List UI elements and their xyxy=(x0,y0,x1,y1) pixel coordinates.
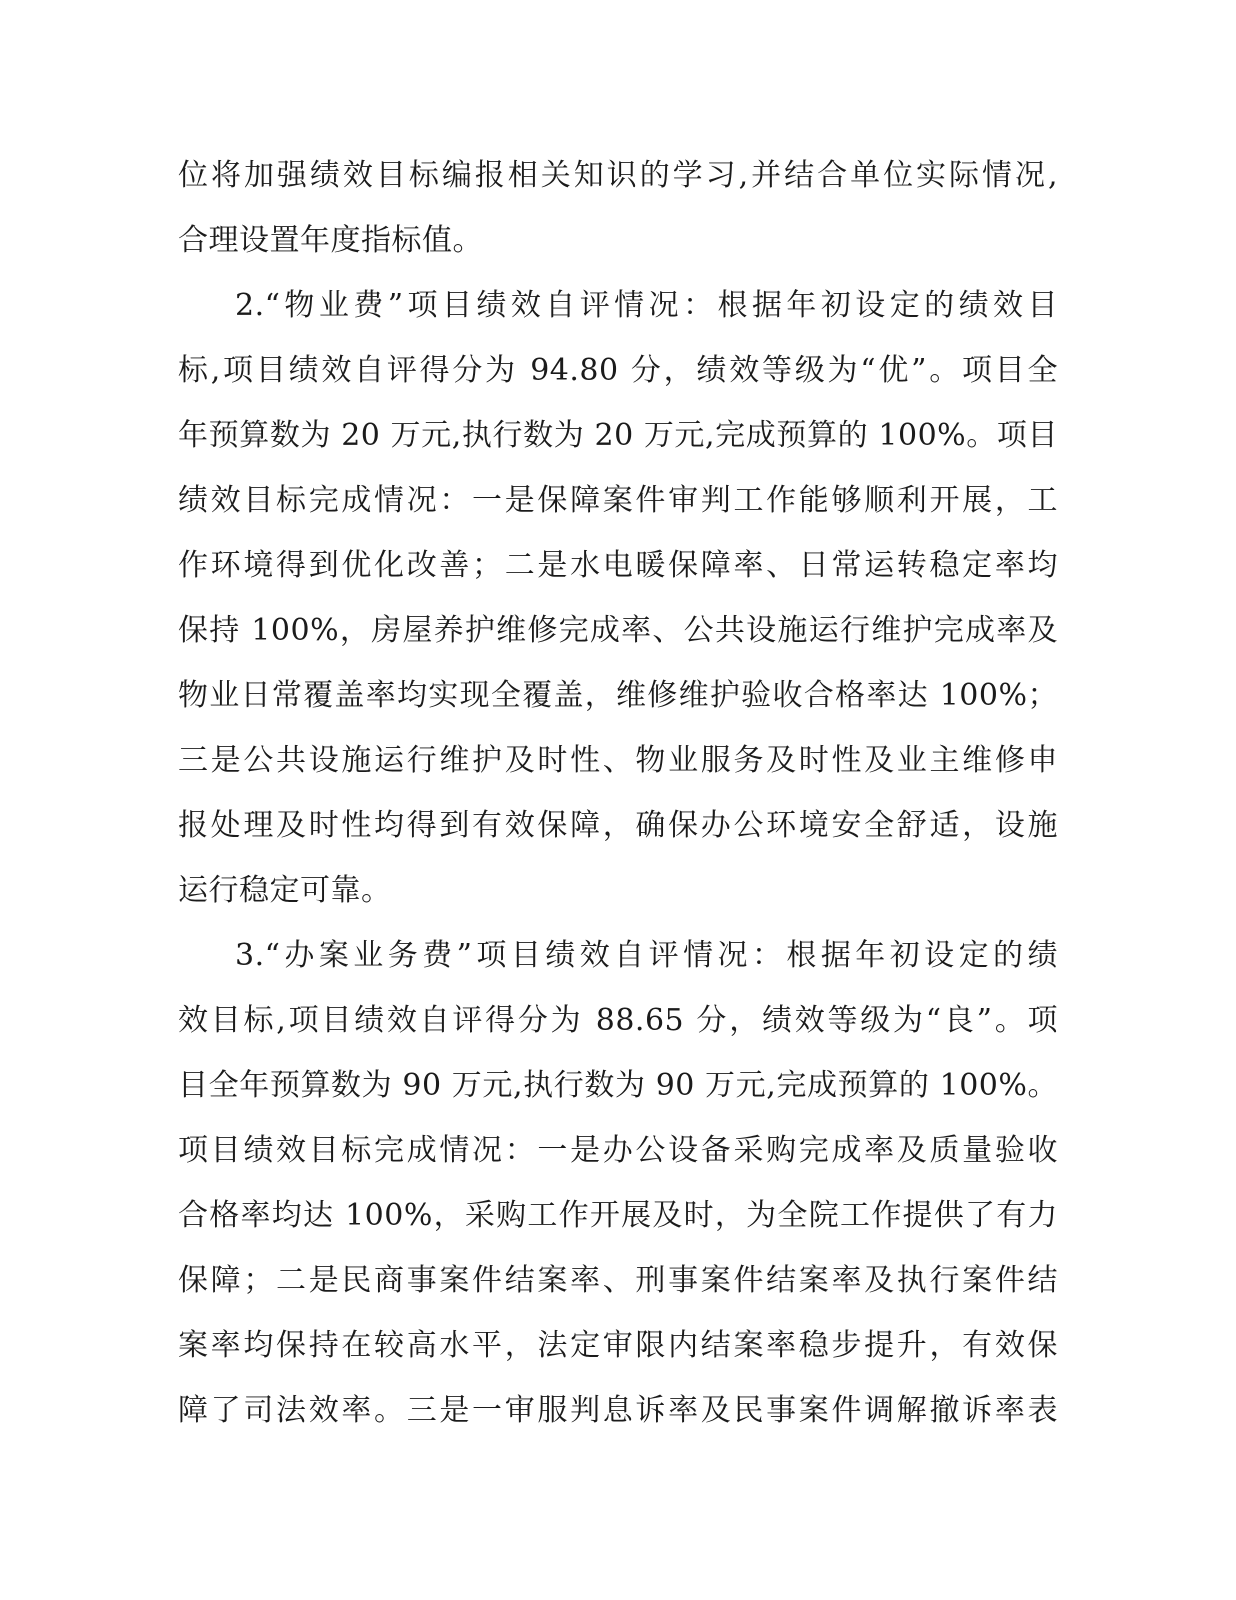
text-line: 障了司法效率。三是一审服判息诉率及民事案件调解撤诉率表 xyxy=(178,1393,1058,1428)
text-line: 年预算数为 20 万元,执行数为 20 万元,完成预算的 100%。项目 xyxy=(178,418,1058,453)
text-line: 案率均保持在较高水平，法定审限内结案率稳步提升，有效保 xyxy=(178,1328,1058,1363)
paragraph xyxy=(178,273,1058,923)
text-line: 效目标,项目绩效自评得分为 88.65 分，绩效等级为“良”。项 xyxy=(178,1003,1058,1038)
text-line: 合格率均达 100%，采购工作开展及时，为全院工作提供了有力 xyxy=(178,1198,1058,1233)
text-line: 目全年预算数为 90 万元,执行数为 90 万元,完成预算的 100%。 xyxy=(178,1068,1058,1103)
text-line: 项目绩效目标完成情况：一是办公设备采购完成率及质量验收 xyxy=(178,1133,1058,1168)
text-line: 保持 100%，房屋养护维修完成率、公共设施运行维护完成率及 xyxy=(178,613,1058,648)
text-line: 报处理及时性均得到有效保障，确保办公环境安全舒适，设施 xyxy=(178,808,1058,843)
text-line: 运行稳定可靠。 xyxy=(178,873,392,908)
document-body xyxy=(178,143,1058,1443)
text-line: 3.“办案业务费”项目绩效自评情况：根据年初设定的绩 xyxy=(235,938,1058,973)
paragraph xyxy=(178,143,1058,273)
text-line: 保障；二是民商事案件结案率、刑事案件结案率及执行案件结 xyxy=(178,1263,1058,1298)
text-line: 作环境得到优化改善；二是水电暖保障率、日常运转稳定率均 xyxy=(178,548,1058,583)
text-line: 2.“物业费”项目绩效自评情况：根据年初设定的绩效目 xyxy=(235,288,1058,323)
text-line: 位将加强绩效目标编报相关知识的学习,并结合单位实际情况, xyxy=(178,158,1058,193)
text-line: 三是公共设施运行维护及时性、物业服务及时性及业主维修申 xyxy=(178,743,1058,778)
text-line: 绩效目标完成情况：一是保障案件审判工作能够顺利开展，工 xyxy=(178,483,1058,518)
text-line: 合理设置年度指标值。 xyxy=(178,223,483,258)
paragraph xyxy=(178,923,1058,1443)
text-line: 标,项目绩效自评得分为 94.80 分，绩效等级为“优”。项目全 xyxy=(178,353,1058,388)
text-line: 物业日常覆盖率均实现全覆盖，维修维护验收合格率达 100%； xyxy=(178,678,1058,713)
